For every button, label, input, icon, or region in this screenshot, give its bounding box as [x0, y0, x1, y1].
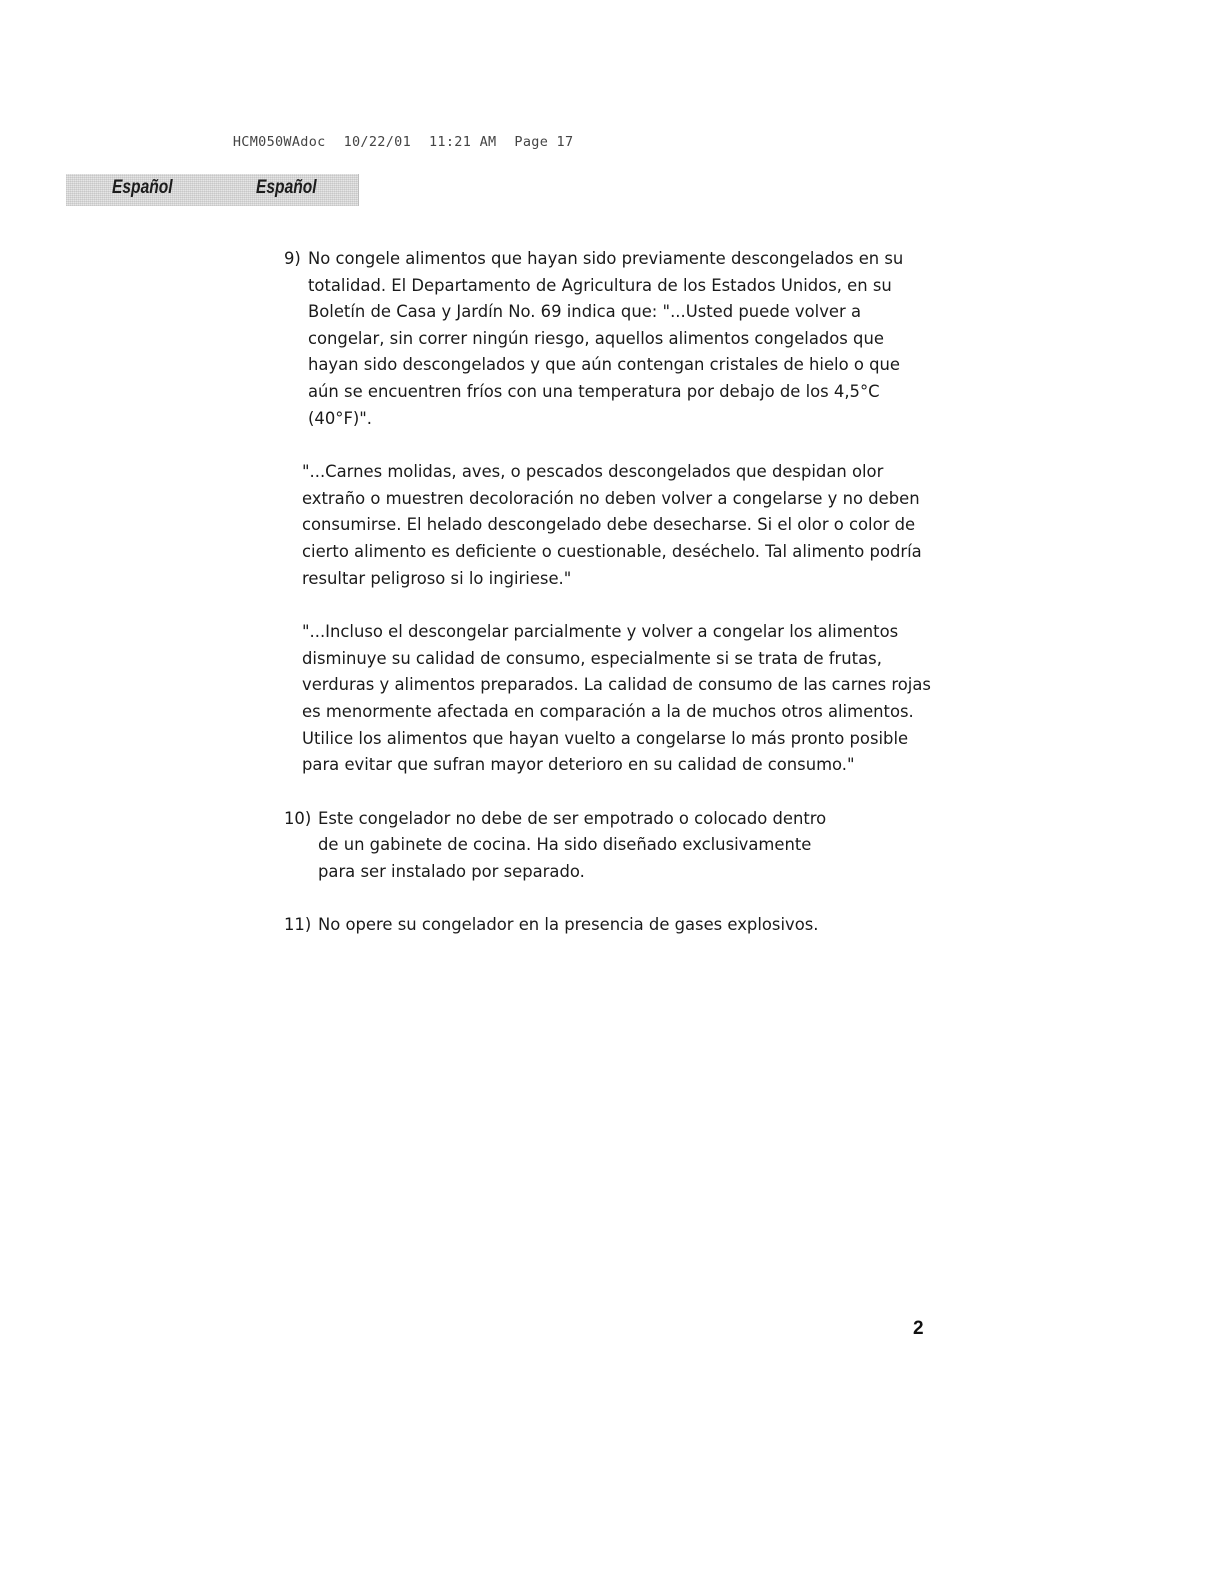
document-header	[216, 118, 591, 150]
header-filename: HCM050WAdoc	[232, 134, 326, 150]
item-text: Este congelador no debe de ser empotrado o colocado dentro de un gabinete de cocina. Ha sido diseñado exclusivamente para ser instalado por separado.	[318, 808, 827, 881]
header-time: 11:21 AM	[429, 134, 497, 150]
item-number: 10)	[284, 808, 312, 828]
list-item-9	[284, 246, 934, 432]
list-item-10	[284, 806, 934, 886]
header-page: Page 17	[514, 134, 574, 150]
list-item-11	[284, 912, 934, 939]
safety-instructions	[284, 246, 934, 939]
language-label-2: Español	[256, 177, 317, 198]
usda-quote-1: "...Carnes molidas, aves, o pescados descongelados que despidan olor extraño o muestren decoloración no deben volver a congelarse y no deben consumirse. El helado descongelado debe desecharse. Si el olor o color de cierto alimento es deficiente o cuestionable, deséchelo. Tal alimento podría resultar peligroso si lo ingiriese."	[302, 462, 922, 588]
item-text: No opere su congelador en la presencia de gases explosivos.	[318, 915, 819, 935]
language-band	[66, 174, 359, 206]
usda-quote-2: "...Incluso el descongelar parcialmente y volver a congelar los alimentos disminuye su calidad de consumo, especialmente si se trata de frutas, verduras y alimentos preparados. La calidad de consumo de las carnes rojas es menormente afectada en comparación a la de muchos otros alimentos. Utilice los alimentos que hayan vuelto a congelarse lo más pronto posible para evitar que sufran mayor deterioro en su calidad de consumo."	[302, 622, 931, 775]
item-number: 9)	[284, 249, 301, 268]
header-date: 10/22/01	[343, 134, 411, 150]
item-text: No congele alimentos que hayan sido previamente descongelados en su totalidad. El Departamento de Agricultura de los Estados Unidos, en su Boletín de Casa y Jardín No. 69 indica que: "...Usted puede volver a congelar, sin correr ningún riesgo, aquellos alimentos congelados que hayan sido descongelados y que aún contengan cristales de hielo o que aún se encuentren fríos con una temperatura por debajo de los 4,5°C (40°F)".	[308, 249, 904, 428]
item-number: 11)	[284, 915, 312, 935]
language-label-1: Español	[112, 177, 173, 198]
page-number: 2	[913, 1318, 924, 1339]
